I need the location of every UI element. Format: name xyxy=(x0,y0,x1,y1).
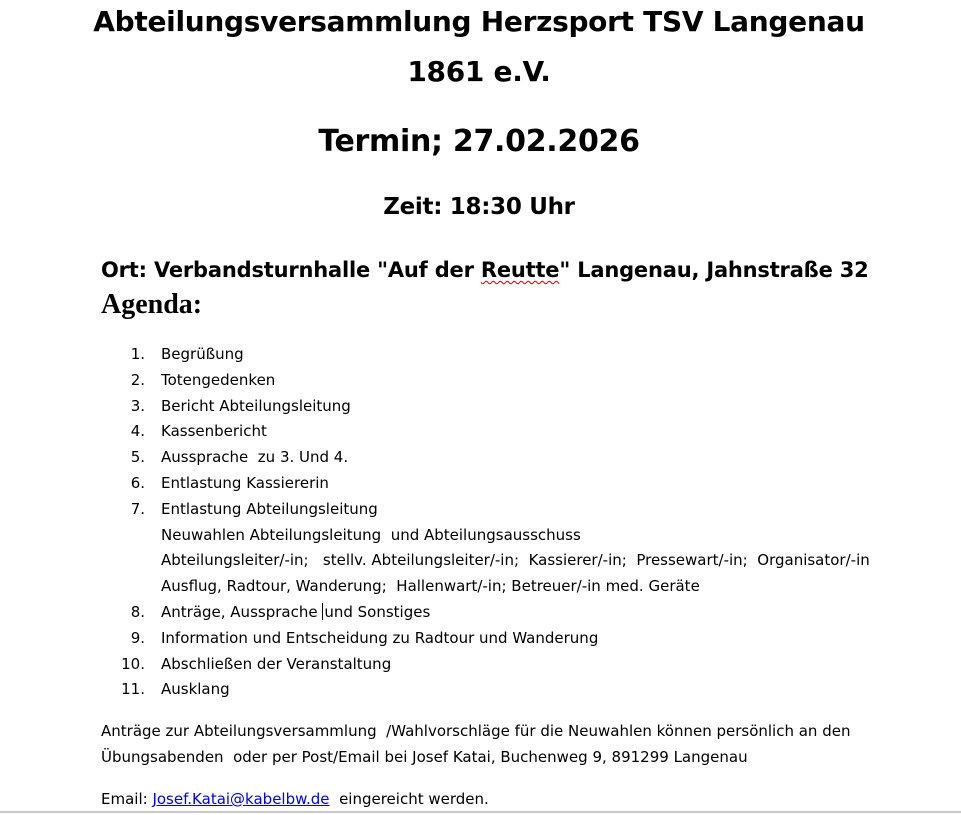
agenda-item-number: 9. xyxy=(130,628,145,647)
submission-note-line1: Anträge zur Abteilungsversammlung /Wahlvorschläge für die Neuwahlen können persönlich an den xyxy=(101,722,851,740)
agenda-item-text: Begrüßung xyxy=(161,345,244,363)
agenda-item[interactable] xyxy=(100,626,920,652)
agenda-heading: Agenda: xyxy=(101,289,203,320)
agenda-item-text: Entlastung Kassiererin xyxy=(161,473,329,492)
agenda-item[interactable] xyxy=(100,342,920,368)
agenda-subline-neuwahlen: Neuwahlen Abteilungsleitung und Abteilungsausschuss xyxy=(161,525,581,544)
page-bottom-divider xyxy=(0,811,961,813)
submission-note xyxy=(101,718,921,770)
agenda-item[interactable] xyxy=(100,471,920,497)
agenda-item-text: Ausklang xyxy=(161,680,230,699)
submission-note-line2: Übungsabenden oder per Post/Email bei Josef Katai, Buchenweg 9, 891299 Langenau xyxy=(101,748,748,766)
agenda-item-number: 3. xyxy=(130,396,145,415)
agenda-list xyxy=(100,342,920,703)
email-label: Email: xyxy=(101,790,153,808)
document-title-line1: Abteilungsversammlung Herzsport TSV Langenau xyxy=(93,5,865,38)
location-suffix: " Langenau, Jahnstraße 32 xyxy=(559,258,869,282)
agenda-item[interactable] xyxy=(100,652,920,678)
agenda-item-number: 10. xyxy=(121,654,145,673)
agenda-item[interactable] xyxy=(100,497,920,600)
email-line xyxy=(101,786,489,812)
meeting-time: Zeit: 18:30 Uhr xyxy=(383,194,575,220)
agenda-item[interactable] xyxy=(100,394,920,420)
email-suffix: eingereicht werden. xyxy=(329,790,489,808)
agenda-item-number: 8. xyxy=(130,602,145,621)
agenda-item[interactable] xyxy=(100,368,920,394)
agenda-item-text-after-cursor: und Sonstiges xyxy=(324,602,431,621)
location-prefix: Ort: Verbandsturnhalle "Auf der xyxy=(101,258,481,282)
agenda-item-text: Bericht Abteilungsleitung xyxy=(161,396,351,415)
agenda-item-text-before-cursor: Anträge, Aussprache xyxy=(161,602,323,621)
agenda-item-number: 2. xyxy=(130,370,145,389)
agenda-item-number: 7. xyxy=(130,499,145,518)
email-link[interactable]: Josef.Katai@kabelbw.de xyxy=(152,790,330,808)
agenda-subline-positions: Abteilungsleiter/-in; stellv. Abteilungsleiter/-in; Kassierer/-in; Pressewart/-in; Organisator/-in xyxy=(161,551,870,570)
agenda-item[interactable] xyxy=(100,677,920,703)
agenda-item[interactable] xyxy=(100,600,920,626)
agenda-item-text: Totengedenken xyxy=(161,370,276,389)
agenda-item-text: Entlastung Abteilungsleitung xyxy=(161,499,378,518)
agenda-item-number: 4. xyxy=(130,422,145,441)
agenda-item[interactable] xyxy=(100,445,920,471)
meeting-date: Termin; 27.02.2026 xyxy=(318,124,640,159)
agenda-item-text: Information und Entscheidung zu Radtour und Wanderung xyxy=(161,628,599,647)
agenda-item-number: 1. xyxy=(130,345,145,363)
agenda-item-number: 6. xyxy=(130,473,145,492)
document-title-line2: 1861 e.V. xyxy=(407,55,551,88)
agenda-item-text: Kassenbericht xyxy=(161,422,267,441)
meeting-location xyxy=(101,254,869,286)
agenda-item-text: Abschließen der Veranstaltung xyxy=(161,654,392,673)
spellcheck-word[interactable]: Reutte xyxy=(480,258,560,282)
agenda-item-number: 11. xyxy=(121,680,145,699)
agenda-subline-positions-cont: Ausflug, Radtour, Wanderung; Hallenwart/-in; Betreuer/-in med. Geräte xyxy=(161,577,700,596)
agenda-item[interactable] xyxy=(100,419,920,445)
agenda-item-number: 5. xyxy=(130,448,145,467)
agenda-item-text: Aussprache zu 3. Und 4. xyxy=(161,448,349,467)
